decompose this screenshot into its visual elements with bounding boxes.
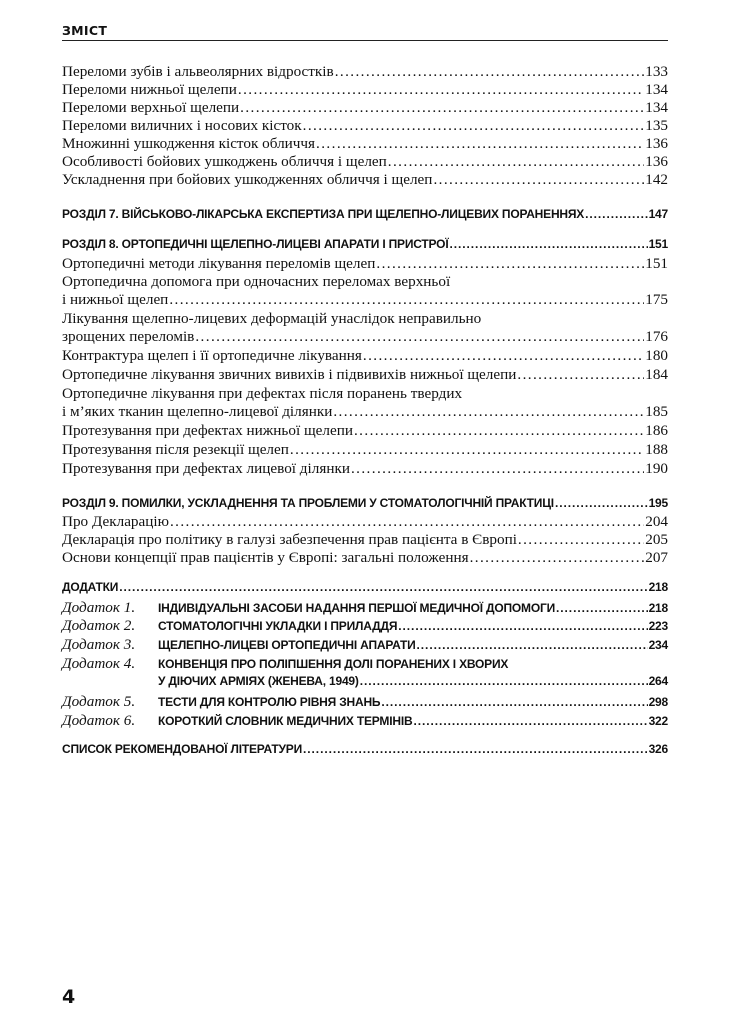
toc-appendix-2[interactable] bbox=[62, 617, 668, 635]
toc-leader-dots bbox=[354, 422, 644, 440]
toc-section-page: 195 bbox=[648, 496, 668, 510]
toc-section-9[interactable] bbox=[62, 496, 668, 510]
toc-leader-dots bbox=[303, 117, 645, 135]
toc-entry-title-line2: і м’яких тканин щелепно-лицевої ділянки bbox=[62, 403, 333, 420]
toc-leader-dots bbox=[363, 347, 644, 365]
toc-appendix-1[interactable] bbox=[62, 599, 668, 617]
toc-entry-title: Декларація про політику в галузі забезпечення прав пацієнта в Європі bbox=[62, 531, 517, 548]
toc-leader-dots bbox=[119, 580, 647, 594]
toc-leader-dots bbox=[381, 695, 647, 709]
toc-entry[interactable] bbox=[62, 422, 668, 440]
toc-entry-page: 151 bbox=[645, 255, 668, 272]
toc-entry-page: 175 bbox=[645, 291, 668, 308]
toc-entry[interactable] bbox=[62, 366, 668, 384]
toc-entry-page: 185 bbox=[645, 403, 668, 420]
toc-leader-dots bbox=[556, 601, 648, 615]
toc-entry-title-line1[interactable]: Лікування щелепно-лицевих деформацій унаслідок неправильно bbox=[62, 310, 482, 327]
toc-leader-dots bbox=[449, 237, 647, 251]
toc-leader-dots bbox=[351, 460, 644, 478]
toc-entry-title: Ускладнення при бойових ушкодженнях обличчя і щелеп bbox=[62, 171, 433, 188]
toc-appendix-4-line1[interactable] bbox=[62, 655, 508, 673]
toc-entry[interactable] bbox=[62, 171, 668, 189]
appendix-page: 264 bbox=[648, 674, 668, 688]
appendix-title: ЩЕЛЕПНО-ЛИЦЕВІ ОРТОПЕДИЧНІ АПАРАТИ bbox=[158, 638, 416, 652]
toc-section-page: 218 bbox=[648, 580, 668, 594]
appendix-prefix: Додаток 4. bbox=[62, 655, 136, 672]
toc-entry-title: Множинні ушкодження кісток обличчя bbox=[62, 135, 316, 152]
toc-entry-page: 184 bbox=[645, 366, 668, 383]
toc-entry-title: Протезування при дефектах нижньої щелепи bbox=[62, 422, 353, 439]
toc-leader-dots bbox=[333, 403, 644, 421]
toc-entry-page: 176 bbox=[645, 328, 668, 345]
appendix-page: 234 bbox=[648, 638, 668, 652]
toc-leader-dots bbox=[316, 135, 644, 153]
toc-section-8[interactable] bbox=[62, 237, 668, 251]
toc-leader-dots bbox=[376, 255, 644, 273]
toc-leader-dots bbox=[470, 549, 645, 567]
toc-leader-dots bbox=[238, 81, 644, 99]
toc-entry-page: 205 bbox=[645, 531, 668, 548]
toc-leader-dots bbox=[433, 171, 644, 189]
toc-section-title: РОЗДІЛ 9. ПОМИЛКИ, УСКЛАДНЕННЯ ТА ПРОБЛЕМИ У СТОМАТОЛОГІЧНІЙ ПРАКТИЦІ bbox=[62, 496, 554, 510]
toc-entry[interactable] bbox=[62, 135, 668, 153]
toc-section-title: ДОДАТКИ bbox=[62, 580, 119, 594]
appendix-title: ІНДИВІДУАЛЬНІ ЗАСОБИ НАДАННЯ ПЕРШОЇ МЕДИЧНОЇ ДОПОМОГИ bbox=[158, 601, 555, 615]
toc-entry[interactable] bbox=[62, 531, 668, 549]
toc-entry[interactable] bbox=[62, 441, 668, 459]
toc-section-7[interactable] bbox=[62, 207, 668, 221]
toc-entry-title: Протезування при дефектах лицевої ділянки bbox=[62, 460, 350, 477]
appendix-title: КОРОТКИЙ СЛОВНИК МЕДИЧНИХ ТЕРМІНІВ bbox=[158, 714, 413, 728]
toc-entry-page: 133 bbox=[645, 63, 668, 80]
toc-appendix-4-line2[interactable] bbox=[158, 674, 668, 688]
toc-leader-dots bbox=[170, 513, 644, 531]
toc-entry-page: 190 bbox=[645, 460, 668, 477]
toc-section-title: РОЗДІЛ 7. ВІЙСЬКОВО-ЛІКАРСЬКА ЕКСПЕРТИЗА ПРИ ЩЕЛЕПНО-ЛИЦЕВИХ ПОРАНЕННЯХ bbox=[62, 207, 585, 221]
toc-leader-dots bbox=[303, 742, 648, 756]
toc-entry-title: Переломи виличних і носових кісток bbox=[62, 117, 302, 134]
header-title: ЗМІСТ bbox=[62, 23, 108, 38]
toc-entry-title-line2: зрощених переломів bbox=[62, 328, 195, 345]
toc-appendix-6[interactable] bbox=[62, 712, 668, 730]
toc-entry[interactable] bbox=[62, 403, 668, 421]
toc-entry-page: 186 bbox=[645, 422, 668, 439]
toc-entry[interactable] bbox=[62, 549, 668, 567]
toc-section-title: СПИСОК РЕКОМЕНДОВАНОЇ ЛІТЕРАТУРИ bbox=[62, 742, 302, 756]
toc-appendix-3[interactable] bbox=[62, 636, 668, 654]
appendix-page: 218 bbox=[648, 601, 668, 615]
toc-entry[interactable] bbox=[62, 63, 668, 81]
toc-entry-title: Контрактура щелеп і її ортопедичне лікування bbox=[62, 347, 362, 364]
toc-leader-dots bbox=[413, 714, 647, 728]
toc-section-page: 147 bbox=[648, 207, 668, 221]
appendix-title-line2: У ДІЮЧИХ АРМІЯХ (ЖЕНЕВА, 1949) bbox=[158, 674, 359, 688]
toc-entry-title: Переломи нижньої щелепи bbox=[62, 81, 237, 98]
appendix-page: 298 bbox=[648, 695, 668, 709]
toc-entry[interactable] bbox=[62, 153, 668, 171]
toc-entry[interactable] bbox=[62, 460, 668, 478]
appendix-prefix: Додаток 2. bbox=[62, 617, 136, 634]
toc-entry-title-line2: і нижньої щелеп bbox=[62, 291, 169, 308]
toc-entry-title: Про Декларацію bbox=[62, 513, 169, 530]
toc-entry-title: Протезування після резекції щелеп bbox=[62, 441, 289, 458]
toc-leader-dots bbox=[169, 291, 644, 309]
toc-entry-page: 204 bbox=[645, 513, 668, 530]
toc-entry-title-line1[interactable]: Ортопедичне лікування при дефектах після поранень твердих bbox=[62, 385, 463, 402]
toc-leader-dots bbox=[555, 496, 648, 510]
toc-entry-title-line1[interactable]: Ортопедична допомога при одночасних переломах верхньої bbox=[62, 273, 451, 290]
toc-entry-page: 142 bbox=[645, 171, 668, 188]
toc-leader-dots bbox=[195, 328, 644, 346]
toc-entry-title: Переломи верхньої щелепи bbox=[62, 99, 240, 116]
appendix-title: СТОМАТОЛОГІЧНІ УКЛАДКИ І ПРИЛАДДЯ bbox=[158, 619, 398, 633]
appendix-prefix: Додаток 1. bbox=[62, 599, 136, 616]
toc-section-title: РОЗДІЛ 8. ОРТОПЕДИЧНІ ЩЕЛЕПНО-ЛИЦЕВІ АПАРАТИ І ПРИСТРОЇ bbox=[62, 237, 449, 251]
toc-entry-page: 134 bbox=[645, 99, 668, 116]
toc-references[interactable] bbox=[62, 742, 668, 756]
toc-entry-page: 136 bbox=[645, 135, 668, 152]
toc-leader-dots bbox=[360, 674, 648, 688]
toc-leader-dots bbox=[240, 99, 644, 117]
toc-entry[interactable] bbox=[62, 99, 668, 117]
appendix-prefix: Додаток 3. bbox=[62, 636, 136, 653]
toc-section-page: 151 bbox=[648, 237, 668, 251]
toc-entry[interactable] bbox=[62, 347, 668, 365]
toc-entry-page: 136 bbox=[645, 153, 668, 170]
toc-entry[interactable] bbox=[62, 291, 668, 309]
toc-leader-dots bbox=[417, 638, 648, 652]
toc-entry[interactable] bbox=[62, 255, 668, 273]
page-number: 4 bbox=[62, 986, 76, 1008]
toc-entry[interactable] bbox=[62, 81, 668, 99]
toc-entry[interactable] bbox=[62, 117, 668, 135]
toc-entry-page: 135 bbox=[645, 117, 668, 134]
appendix-page: 223 bbox=[648, 619, 668, 633]
toc-leader-dots bbox=[335, 63, 645, 81]
toc-entry-page: 180 bbox=[645, 347, 668, 364]
toc-entry-title: Ортопедичне лікування звичних вивихів і підвивихів нижньої щелепи bbox=[62, 366, 517, 383]
toc-appendix-5[interactable] bbox=[62, 693, 668, 711]
toc-leader-dots bbox=[518, 531, 644, 549]
appendix-prefix: Додаток 5. bbox=[62, 693, 136, 710]
toc-entry-title: Ортопедичні методи лікування переломів щелеп bbox=[62, 255, 376, 272]
toc-entry-title: Основи концепції прав пацієнтів у Європі: загальні положення bbox=[62, 549, 469, 566]
toc-leader-dots bbox=[517, 366, 644, 384]
toc-entry-page: 207 bbox=[645, 549, 668, 566]
toc-entry-title: Переломи зубів і альвеолярних відростків bbox=[62, 63, 334, 80]
toc-entry-page: 134 bbox=[645, 81, 668, 98]
toc-leader-dots bbox=[290, 441, 644, 459]
appendix-page: 322 bbox=[648, 714, 668, 728]
appendix-title-line1: КОНВЕНЦІЯ ПРО ПОЛІПШЕННЯ ДОЛІ ПОРАНЕНИХ І ХВОРИХ bbox=[158, 657, 509, 671]
toc-entry-title: Особливості бойових ушкоджень обличчя і щелеп bbox=[62, 153, 387, 170]
toc-leader-dots bbox=[585, 207, 647, 221]
toc-entry[interactable] bbox=[62, 328, 668, 346]
toc-section-page: 326 bbox=[648, 742, 668, 756]
toc-entry[interactable] bbox=[62, 513, 668, 531]
appendix-prefix: Додаток 6. bbox=[62, 712, 136, 729]
toc-leader-dots bbox=[398, 619, 647, 633]
appendix-title: ТЕСТИ ДЛЯ КОНТРОЛЮ РІВНЯ ЗНАНЬ bbox=[158, 695, 381, 709]
toc-entry-page: 188 bbox=[645, 441, 668, 458]
toc-appendices-heading[interactable] bbox=[62, 580, 668, 594]
toc-leader-dots bbox=[388, 153, 644, 171]
